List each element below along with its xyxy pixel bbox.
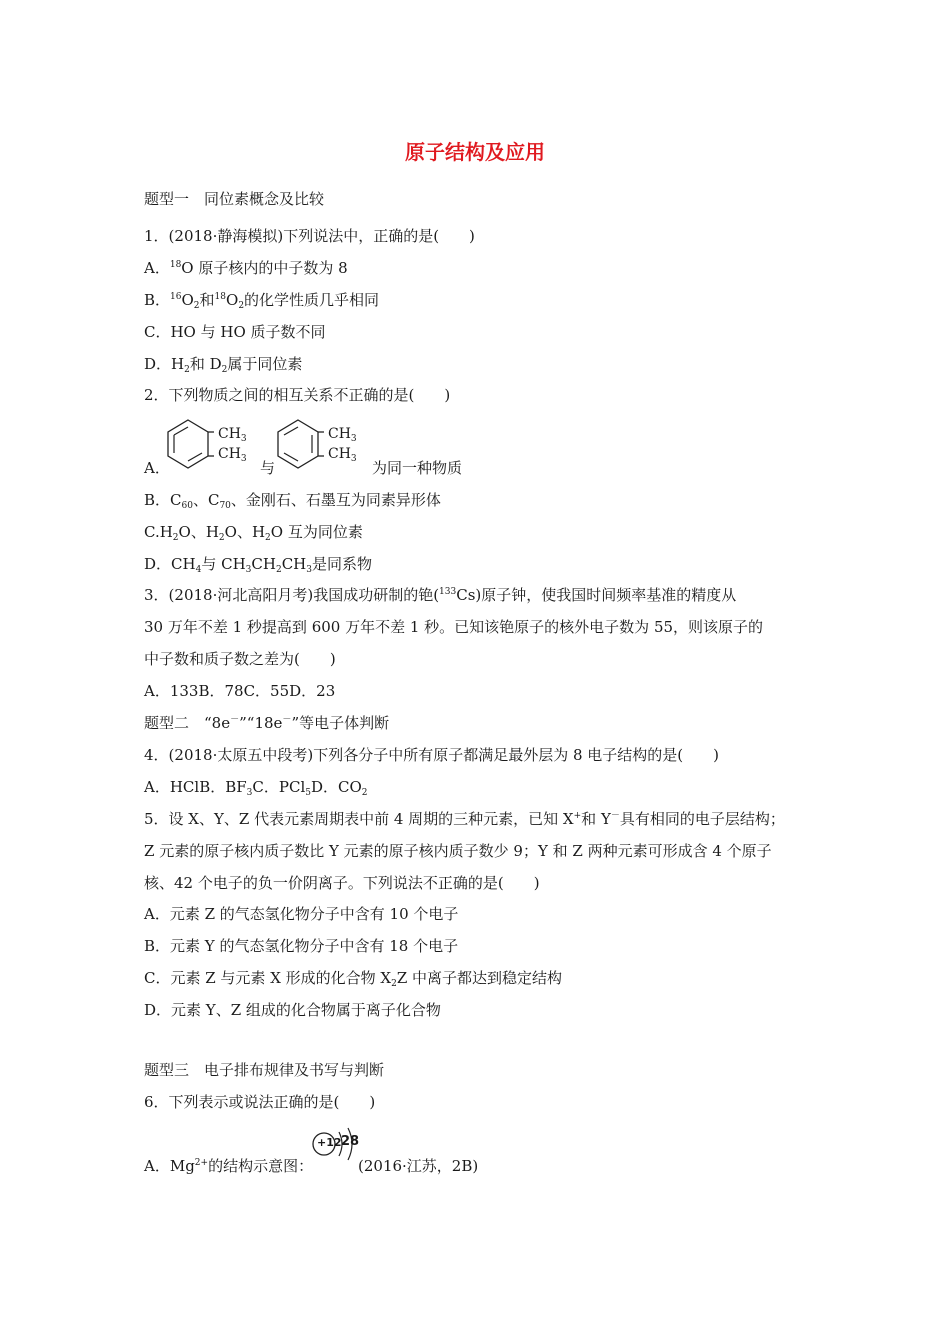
question-5-option-c: C．元素 Z 与元素 X 形成的化合物 $X_2Z$ 中离子都达到稳定结构 [144,969,563,989]
benzene-structure-2 [276,418,324,470]
question-3-line-3: 中子数和质子数之差为( ) [144,650,336,668]
question-3-line-2: 30 万年不差 1 秒提高到 600 万年不差 1 秒。已知该铯原子的核外电子数为 55，则该原子的 [144,618,764,636]
methyl-label-1-bottom: $CH_3$ [218,446,247,464]
question-4-options: A．HClB．$BF_3C$．PCl$_5$D．$CO_2$ [144,778,368,798]
methyl-label-2-top: $CH_3$ [328,426,357,444]
question-5-option-d: D．元素 Y、Z 组成的化合物属于离子化合物 [144,1001,441,1019]
question-2-option-c: $C.H_2O$、$H_2O$、$H_2O$ 互为同位素 [144,523,363,543]
page-title: 原子结构及应用 [405,140,545,164]
question-1-option-a: A．$^{18}$O 原子核内的中子数为 8 [144,259,348,277]
question-5-line-3: 核、42 个电子的负一价阴离子。下列说法不正确的是( ) [144,874,540,892]
methyl-label-1-top: $CH_3$ [218,426,247,444]
question-5-line-1: 5．设 X、Y、Z 代表元素周期表中前 4 周期的三种元素，已知 X+和 Y－具有相同的电子层结构； [144,810,785,828]
question-6-stem: 6．下列表示或说法正确的是( ) [144,1093,376,1111]
question-2-stem: 2．下列物质之间的相互关系不正确的是( ) [144,386,451,404]
question-2-option-b: B．$C_{60}$、$C_{70}$、金刚石、石墨互为同素异形体 [144,491,441,511]
benzene-structure-1 [166,418,214,470]
atom-nucleus-charge: +12 [317,1136,342,1149]
section-heading-2: 题型二 “8e－”“18e－”等电子体判断 [144,714,390,732]
atom-shell-2-electrons: 8 [350,1134,360,1149]
question-1-option-c: C．HO 与 HO 质子数不同 [144,323,326,341]
question-2-option-a-connector: 与 [260,459,276,477]
question-3-line-1: 3．(2018·河北高阳月考)我国成功研制的铯($^{133}$Cs)原子钟，使我国时间频率基准的精度从 [144,586,737,604]
question-5-option-b: B．元素 Y 的气态氢化物分子中含有 18 个电子 [144,937,459,955]
atom-shell-1-electrons: 2 [341,1134,351,1149]
question-5-option-a: A．元素 Z 的气态氢化物分子中含有 10 个电子 [144,905,459,923]
question-5-line-2: Z 元素的原子核内质子数比 Y 元素的原子核内质子数少 9；Y 和 Z 两种元素可形成含 4 个原子 [144,842,772,860]
methyl-label-2-bottom: $CH_3$ [328,446,357,464]
question-2-option-d: D．$CH_4$与 $CH_3CH_2CH_3$是同系物 [144,555,372,575]
question-6-option-a-source: (2016·江苏，2B) [358,1157,479,1175]
question-2-option-a-label: A． [144,459,170,477]
question-1-option-d: D．$H_2$和 $D_2$属于同位素 [144,355,303,375]
question-4-stem: 4．(2018·太原五中段考)下列各分子中所有原子都满足最外层为 8 电子结构的是( ) [144,746,719,764]
question-1-option-b: B．$^{16}O_2$和$^{18}O_2$的化学性质几乎相同 [144,291,380,311]
question-3-options: A．133B．78C．55D．23 [144,682,336,700]
section-heading-3: 题型三 电子排布规律及书写与判断 [144,1061,385,1079]
question-6-option-a-label: A．$Mg^{2+}$的结构示意图： [144,1157,314,1175]
question-1-stem: 1．(2018·静海模拟)下列说法中，正确的是( ) [144,227,475,245]
question-2-option-a-text: 为同一种物质 [372,459,463,477]
section-heading-1: 题型一 同位素概念及比较 [144,190,325,208]
